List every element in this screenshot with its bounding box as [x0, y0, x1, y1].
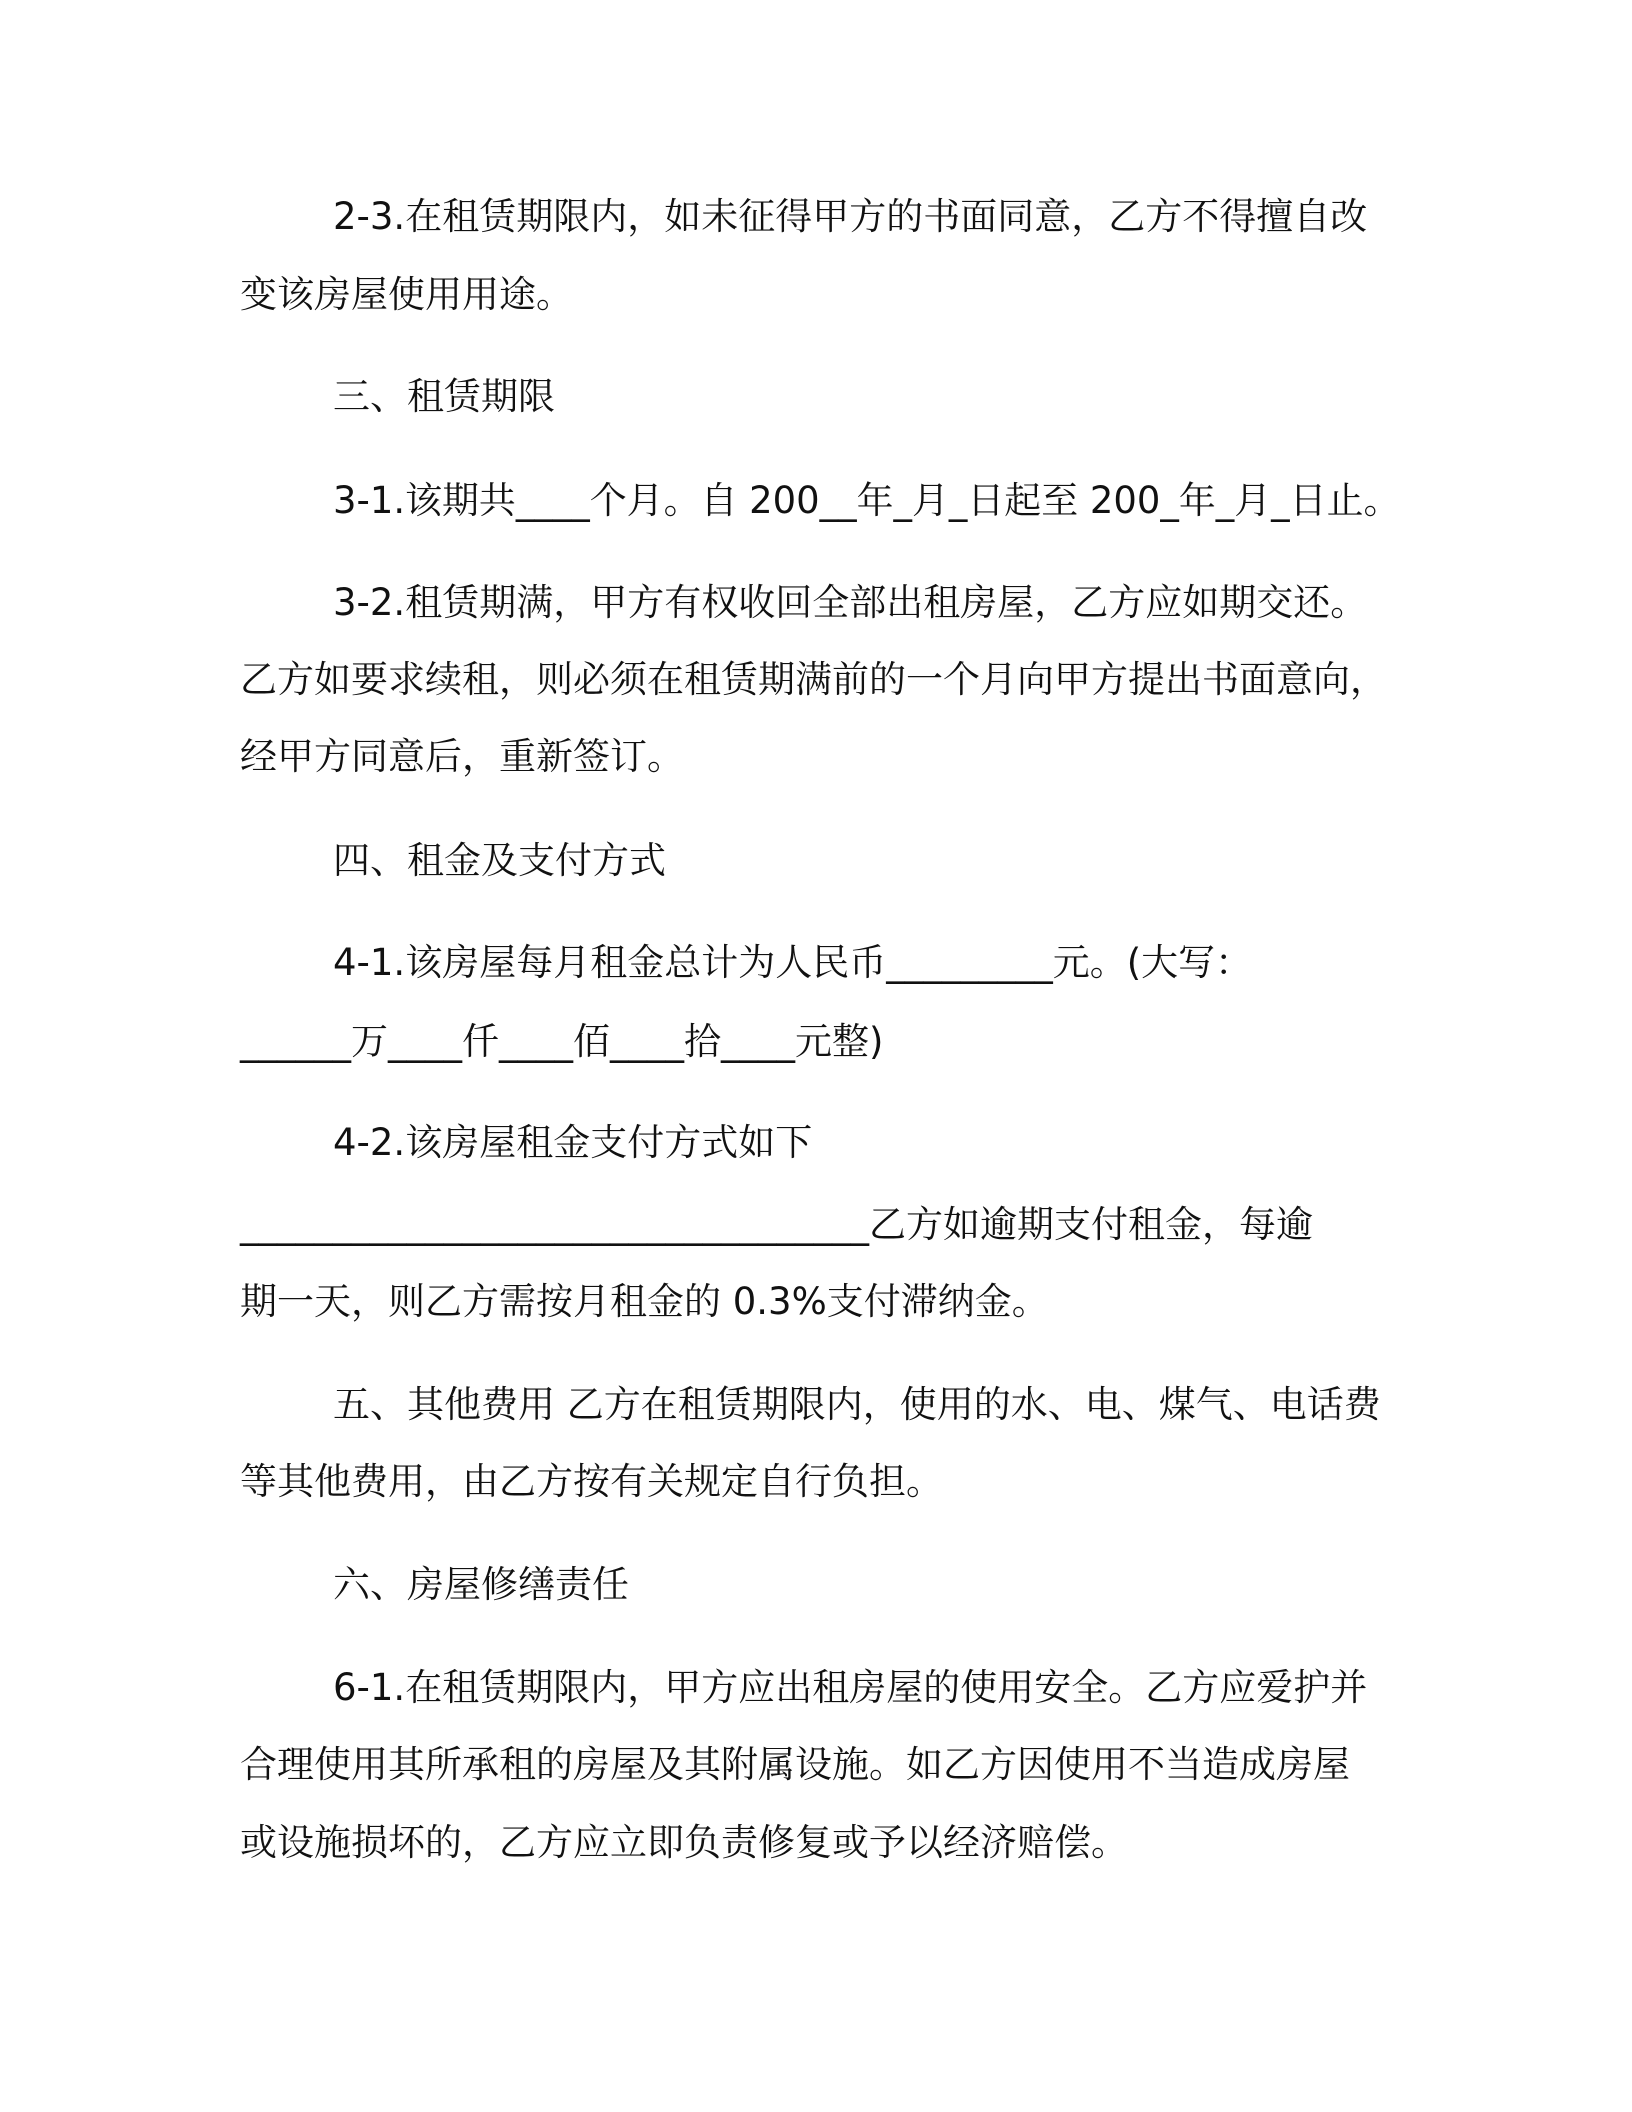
clause-6-1-line-1: 6-1.在租赁期限内，甲方应出租房屋的使用安全。乙方应爱护并	[333, 1666, 1368, 1709]
clause-2-3-line-2: 变该房屋使用用途。	[240, 273, 573, 316]
section-5-line-2: 等其他费用，由乙方按有关规定自行负担。	[240, 1460, 943, 1503]
section-6-heading: 六、房屋修缮责任	[333, 1563, 629, 1606]
section-3-heading: 三、租赁期限	[333, 375, 555, 418]
clause-3-2-line-3: 经甲方同意后，重新签订。	[240, 735, 684, 778]
clause-4-2-line-3: 期一天，则乙方需按月租金的 0.3%支付滞纳金。	[240, 1280, 1049, 1323]
section-4-heading: 四、租金及支付方式	[333, 839, 666, 882]
clause-3-1-line-1: 3-1.该期共____个月。自 200__年_月_日起至 200_年_月_日止。	[333, 479, 1401, 522]
clause-4-2-line-2: __________________________________乙方如逾期支付租金，每逾	[240, 1203, 1313, 1246]
clause-6-1-line-2: 合理使用其所承租的房屋及其附属设施。如乙方因使用不当造成房屋	[240, 1743, 1350, 1786]
clause-6-1-line-3: 或设施损坏的，乙方应立即负责修复或予以经济赔偿。	[240, 1821, 1128, 1864]
clause-4-1-line-2: ______万____仟____佰____拾____元整)	[240, 1020, 884, 1063]
clause-4-1-line-1: 4-1.该房屋每月租金总计为人民币_________元。(大写：	[333, 941, 1253, 984]
clause-4-2-line-1: 4-2.该房屋租金支付方式如下	[333, 1121, 813, 1164]
clause-3-2-line-1: 3-2.租赁期满，甲方有权收回全部出租房屋，乙方应如期交还。	[333, 581, 1368, 624]
section-5-line-1: 五、其他费用 乙方在租赁期限内，使用的水、电、煤气、电话费	[333, 1383, 1381, 1426]
clause-3-2-line-2: 乙方如要求续租，则必须在租赁期满前的一个月向甲方提出书面意向，	[240, 658, 1387, 701]
clause-2-3-line-1: 2-3.在租赁期限内，如未征得甲方的书面同意，乙方不得擅自改	[333, 195, 1368, 238]
